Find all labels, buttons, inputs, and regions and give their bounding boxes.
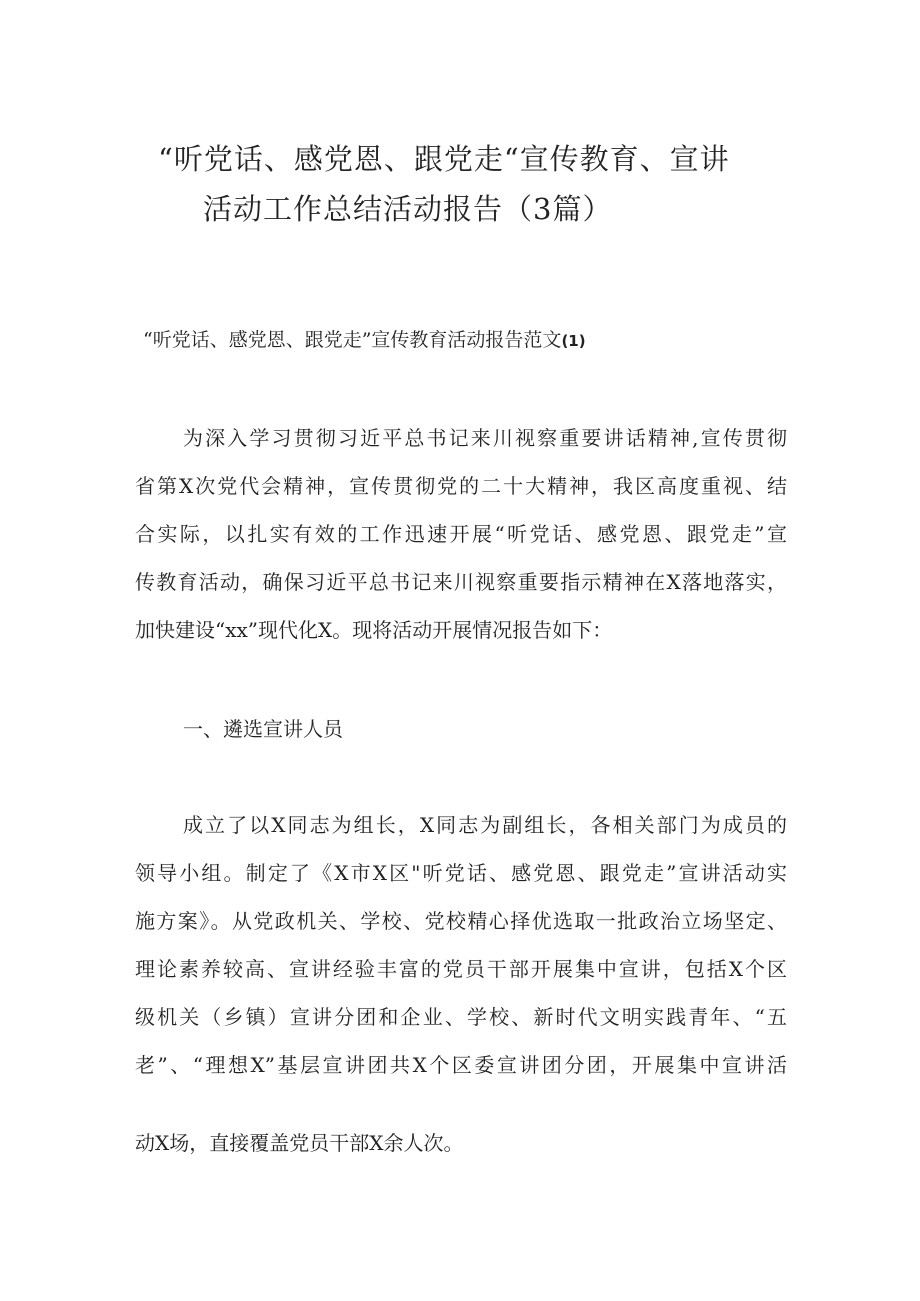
paragraph-1-line-4: 传教育活动，确保习近平总书记来川视察重要指示精神在X落地落实，: [135, 570, 787, 594]
document-title-line-2: 活动工作总结活动报告（3篇）: [203, 192, 613, 226]
paragraph-2-line-5: 级机关（乡镇）宣讲分团和企业、学校、新时代文明实践青年、“五: [135, 1005, 787, 1029]
paragraph-2-line-3: 施方案》。从党政机关、学校、党校精心择优选取一批政治立场坚定、: [135, 909, 787, 933]
paragraph-1-line-5: 加快建设“xx”现代化X。现将活动开展情况报告如下：: [135, 618, 613, 642]
paragraph-2-line-2: 领导小组。制定了《X市X区"听党话、感党恩、跟党走”宣讲活动实: [135, 861, 787, 885]
document-title-line-1: “听党话、感党恩、跟党走“宣传教育、宣讲: [158, 142, 730, 176]
paragraph-2-line-7: 动X场，直接覆盖党员干部X余人次。: [135, 1131, 464, 1155]
section-subtitle: [143, 325, 586, 352]
paragraph-2-line-6: 老”、“理想X”基层宣讲团共X个区委宣讲团分团，开展集中宣讲活: [135, 1053, 787, 1077]
paragraph-1-line-3: 合实际，以扎实有效的工作迅速开展“听党话、感党恩、跟党走”宣: [135, 522, 787, 546]
paragraph-2-line-4: 理论素养较高、宣讲经验丰富的党员干部开展集中宣讲，包括X个区: [135, 957, 787, 981]
paragraph-2-line-1: 成立了以X同志为组长，X同志为副组长，各相关部门为成员的: [183, 813, 787, 837]
paragraph-1-line-2: 省第X次党代会精神，宣传贯彻党的二十大精神，我区高度重视、结: [135, 474, 787, 498]
subtitle-number: (1): [561, 332, 586, 350]
paragraph-1-line-1: 为深入学习贯彻习近平总书记来川视察重要讲话精神,宣传贯彻: [183, 426, 787, 450]
subtitle-text: “听党话、感党恩、跟党走”宣传教育活动报告范文: [143, 329, 562, 351]
section-heading-1: 一、遴选宣讲人员: [183, 717, 343, 741]
